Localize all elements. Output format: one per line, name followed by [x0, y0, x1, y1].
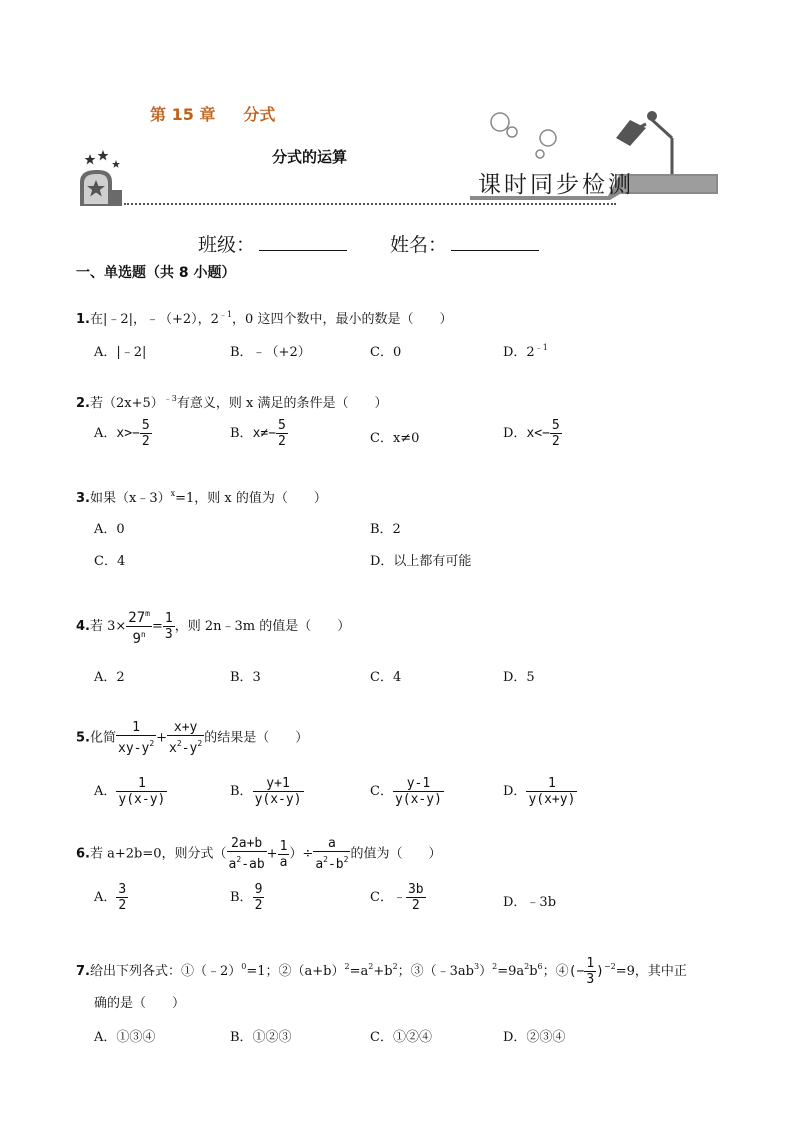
option-d[interactable]: D． $\frac{1}{y(x+y)}$ — [503, 776, 576, 807]
fraction: $\frac{1}{xy-y^2}$ — [118, 720, 155, 756]
fraction: $\frac{a}{a^2-b^2}$ — [315, 836, 349, 872]
question-text: 的值为（ ） — [350, 846, 442, 862]
superscript: ﹣1 — [218, 310, 233, 319]
question-text: 如果（x﹣3） — [89, 491, 171, 506]
question-7: 7.给出下列各式：①（﹣2）$^0$=1；$②(a+b)^2=a^2+b^2$；$③(﹣3ab^3)^2=9a^2b^6$；④(− $\frac{1}{3}$ )$^{-2}$=9，其中正 — [76, 956, 687, 987]
question-7-line2: 确的是（ ） — [94, 996, 186, 1011]
option-b[interactable]: B．﹣（+2） — [230, 345, 311, 360]
lesson-subtitle: 分式的运算 — [272, 148, 348, 166]
class-label: 班级： — [198, 234, 256, 256]
option-a[interactable]: A． $\frac{3}{2}$ — [94, 882, 127, 913]
question-text: =1，则 x 的值为（ ） — [175, 491, 327, 506]
question-number: 5. — [76, 730, 90, 746]
question-number: 2. — [76, 396, 90, 411]
option-b[interactable]: B．①②③ — [230, 1030, 292, 1045]
question-6: 6.若 a+2b=0，则分式（ $\frac{2a+b}{a^2-ab}$ + $\frac{1}{a}$ ）÷ $\frac{a}{a^2-b^2}$ 的值为（ ） — [76, 836, 442, 872]
option-c[interactable]: C．4 — [370, 670, 402, 685]
option-d[interactable]: D．﹣3b — [503, 895, 557, 910]
question-number: 6. — [76, 846, 90, 862]
option-b[interactable]: B． $\frac{9}{2}$ — [230, 882, 263, 913]
question-text: ，则 2n﹣3m 的值是（ ） — [174, 619, 351, 634]
option-c[interactable]: C．0 — [370, 345, 402, 360]
fraction: $\frac{1}{a}$ — [279, 838, 288, 870]
option-d[interactable]: D．5 — [503, 670, 535, 685]
question-number: 7. — [76, 964, 90, 979]
fraction: $\frac{x+y}{x^2-y^2}$ — [169, 720, 203, 756]
option-b[interactable]: B．x≠− $\frac{5}{2}$ — [230, 418, 286, 449]
option-d[interactable]: D．②③④ — [503, 1030, 566, 1045]
question-number: 3. — [76, 491, 90, 506]
question-text: 若 a+2b=0，则分式（ — [89, 846, 227, 862]
fraction: $\frac{2a+b}{a^2-ab}$ — [228, 836, 265, 872]
option-a[interactable]: A．2 — [94, 670, 125, 685]
question-text: 的结果是（ ） — [204, 730, 309, 746]
option-b[interactable]: B．2 — [370, 522, 401, 537]
superscript: ﹣3 — [163, 394, 177, 403]
option-c[interactable]: C．4 — [94, 554, 126, 569]
question-3 — [76, 487, 327, 506]
chapter-name: 分式 — [243, 105, 276, 124]
question-text: ，0 这四个数中，最小的数是（ ） — [232, 312, 453, 327]
option-a[interactable]: A．①③④ — [94, 1030, 156, 1045]
question-number: 4. — [76, 619, 90, 634]
option-d[interactable]: D．$2^{﹣1}$ — [503, 343, 548, 360]
question-2 — [76, 392, 387, 411]
star-emblem-icon — [76, 146, 126, 208]
question-text: 有意义，则 x 满足的条件是（ ） — [176, 396, 388, 411]
option-b[interactable]: B． $\frac{y+1}{y(x-y)}$ — [230, 776, 302, 807]
superscript: x — [170, 489, 176, 498]
option-b[interactable]: B．3 — [230, 670, 261, 685]
option-a[interactable]: A．x>− $\frac{5}{2}$ — [94, 418, 150, 449]
class-blank[interactable] — [259, 234, 347, 251]
class-field — [198, 230, 347, 257]
option-a[interactable]: A． $\frac{1}{y(x-y)}$ — [94, 776, 166, 807]
option-c[interactable]: C．x≠0 — [370, 431, 420, 446]
option-a[interactable]: A．0 — [94, 522, 125, 537]
question-number: 1. — [76, 312, 90, 327]
option-d[interactable]: D．以上都有可能 — [370, 554, 472, 569]
section-heading: 一、单选题（共 8 小题） — [76, 265, 236, 281]
question-text: 在|﹣2|，﹣（+2），2 — [89, 312, 219, 327]
option-c[interactable]: C． $\frac{y-1}{y(x-y)}$ — [370, 776, 442, 807]
option-c[interactable]: C．①②④ — [370, 1030, 432, 1045]
question-text: 若（2x+5） — [89, 396, 164, 411]
question-text: 化简 — [89, 730, 116, 746]
fraction: $\frac{27^m}{9^n}$ — [126, 606, 152, 647]
question-5: 5.化简 $\frac{1}{xy-y^2}$ + $\frac{x+y}{x^2-y^2}$ 的结果是（ ） — [76, 720, 309, 756]
fraction: $\frac{1}{3}$ — [586, 956, 595, 987]
name-label: 姓名： — [390, 234, 448, 256]
banner-title: 课时同步检测 — [478, 172, 634, 198]
question-1 — [76, 308, 452, 327]
name-field — [390, 230, 539, 257]
name-blank[interactable] — [451, 234, 539, 251]
fraction: $\frac{1}{3}$ — [164, 611, 173, 642]
option-c[interactable]: C．﹣ $\frac{3b}{2}$ — [370, 882, 424, 913]
option-a[interactable]: A．|﹣2| — [94, 345, 147, 360]
chapter-title — [150, 102, 275, 125]
question-4: 4.若 3× $\frac{27^m}{9^n}$ = $\frac{1}{3}$ ，则 2n﹣3m 的值是（ ） — [76, 606, 350, 647]
question-text: 若 3× — [89, 619, 127, 634]
option-d[interactable]: D．x<− $\frac{5}{2}$ — [503, 418, 560, 449]
chapter-number: 第 15 章 — [150, 105, 216, 124]
